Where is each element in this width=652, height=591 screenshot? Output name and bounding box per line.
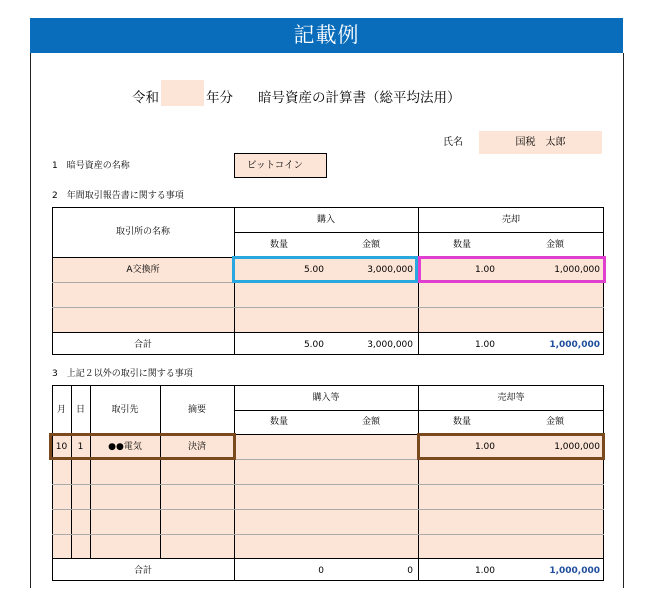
table-row[interactable] xyxy=(52,535,604,558)
row-sell-qty: 1.00 xyxy=(474,442,495,452)
col-sell-amount: 金額 xyxy=(545,240,564,250)
col-sell: 売却 xyxy=(501,215,520,225)
era-label: 令和 xyxy=(132,90,159,106)
year-suffix: 年分 xyxy=(206,90,233,106)
row-left-highlight-frame xyxy=(49,433,236,460)
col-sell-etc: 売却等 xyxy=(497,393,525,403)
row-party: ●●電気 xyxy=(108,442,142,452)
col-sell-qty: 数量 xyxy=(452,240,471,250)
section2-label: 2 年間取引報告書に関する事項 xyxy=(52,191,184,201)
col-sell-amount: 金額 xyxy=(545,417,564,427)
sell-highlight-frame xyxy=(418,256,606,283)
table-row[interactable] xyxy=(52,510,604,534)
total-row xyxy=(52,559,604,581)
col-buy-amount: 金額 xyxy=(361,417,380,427)
buy-qty: 5.00 xyxy=(303,265,324,275)
total-label: 合計 xyxy=(133,566,152,576)
total-buy-amount: 0 xyxy=(407,566,413,576)
table-row[interactable] xyxy=(52,460,604,484)
col-exchange: 取引所の名称 xyxy=(115,227,170,237)
total-row xyxy=(52,333,604,355)
table-row[interactable] xyxy=(52,485,604,509)
total-sell-qty: 1.00 xyxy=(474,340,495,350)
total-label: 合計 xyxy=(133,340,152,350)
asset-name-field[interactable] xyxy=(234,153,327,178)
asset-name-value: ビットコイン xyxy=(247,160,303,171)
sell-qty: 1.00 xyxy=(474,265,495,275)
other-transactions-table xyxy=(52,385,604,581)
name-label: 氏名 xyxy=(443,137,463,148)
total-buy-amount: 3,000,000 xyxy=(367,340,413,350)
row-right-highlight-frame xyxy=(417,433,605,460)
col-party: 取引先 xyxy=(111,405,139,415)
row-day: 1 xyxy=(77,442,84,452)
row-month: 10 xyxy=(55,442,68,452)
col-buy: 購入 xyxy=(316,215,335,225)
col-day: 日 xyxy=(75,405,85,415)
table-row[interactable] xyxy=(52,283,604,307)
total-sell-amount: 1,000,000 xyxy=(549,566,600,576)
total-sell-amount: 1,000,000 xyxy=(549,340,600,350)
exchange-name: A交換所 xyxy=(126,265,160,275)
col-buy-qty: 数量 xyxy=(269,240,288,250)
col-month: 月 xyxy=(56,405,66,415)
col-buy-etc: 購入等 xyxy=(312,393,340,403)
row-sell-amount: 1,000,000 xyxy=(554,442,600,452)
buy-amount: 3,000,000 xyxy=(367,265,413,275)
section3-label: 3 上記２以外の取引に関する事項 xyxy=(52,369,193,379)
total-sell-qty: 1.00 xyxy=(474,566,495,576)
name-value: 国税 太郎 xyxy=(515,137,566,148)
row-desc: 決済 xyxy=(187,442,206,452)
banner-title: 記載例 xyxy=(30,18,623,53)
buy-highlight-frame xyxy=(232,256,418,283)
section1-label: 1 暗号資産の名称 xyxy=(52,161,130,171)
col-buy-amount: 金額 xyxy=(361,240,380,250)
col-sell-qty: 数量 xyxy=(452,417,471,427)
table-row[interactable] xyxy=(52,308,604,332)
total-buy-qty: 0 xyxy=(318,566,324,576)
col-desc: 摘要 xyxy=(187,405,206,415)
year-input[interactable] xyxy=(161,80,204,106)
name-field[interactable] xyxy=(479,131,602,154)
sell-amount: 1,000,000 xyxy=(554,265,600,275)
document-title: 暗号資産の計算書（総平均法用） xyxy=(258,90,461,106)
total-buy-qty: 5.00 xyxy=(303,340,324,350)
col-buy-qty: 数量 xyxy=(269,417,288,427)
